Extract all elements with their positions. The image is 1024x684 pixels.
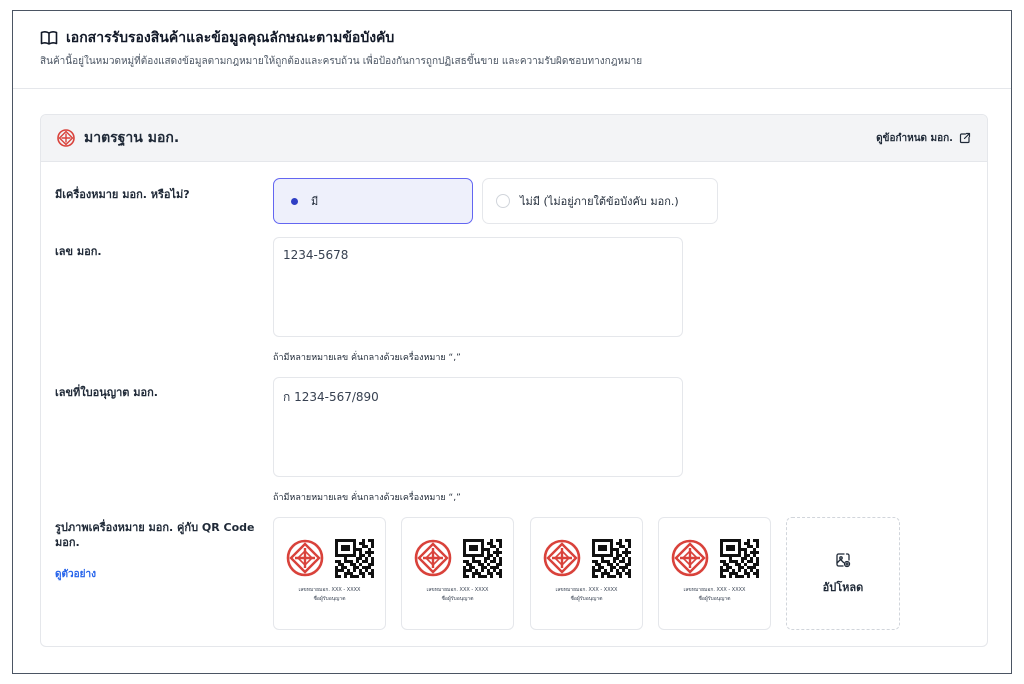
qr-code-icon xyxy=(335,539,374,582)
license-number-hint: ถ้ามีหลายหมายเลข คั่นกลางด้วยเครื่องหมาย “,” xyxy=(273,493,461,503)
page-title: เอกสารรับรองสินค้าและข้อมูลคุณลักษณะตามข้อบังคับ xyxy=(66,30,395,46)
tisi-mark-icon xyxy=(414,539,452,581)
card-header xyxy=(41,115,987,162)
tile-caption xyxy=(531,586,642,604)
tile-visual xyxy=(543,541,631,579)
radio-has-mark-no[interactable] xyxy=(482,178,718,224)
license-number-label: เลขที่ใบอนุญาต มอก. xyxy=(55,386,158,399)
tile-caption-line2: ชื่อผู้รับอนุญาต xyxy=(570,596,603,602)
tisi-image-tile[interactable] xyxy=(530,517,643,630)
tisi-number-input[interactable] xyxy=(273,237,683,337)
view-tisi-requirements-label: ดูข้อกำหนด มอก. xyxy=(876,132,953,144)
qr-code-icon xyxy=(463,539,502,582)
tisi-mark-icon xyxy=(543,539,581,581)
tile-caption-line2: ชื่อผู้รับอนุญาต xyxy=(698,596,731,602)
tile-caption xyxy=(659,586,770,604)
tisi-image-label: รูปภาพเครื่องหมาย มอก. คู่กับ QR Code มอก. xyxy=(55,521,255,549)
tile-caption-line2: ชื่อผู้รับอนุญาต xyxy=(313,596,346,602)
tile-caption-line1: เลขหมายมอก. XXX - XXXX xyxy=(555,587,618,593)
book-icon xyxy=(40,30,58,46)
tile-caption xyxy=(274,586,385,604)
tile-visual xyxy=(414,541,502,579)
tile-caption-line1: เลขหมายมอก. XXX - XXXX xyxy=(683,587,746,593)
tile-caption-line1: เลขหมายมอก. XXX - XXXX xyxy=(298,587,361,593)
radio-yes-label: มี xyxy=(311,195,319,208)
tile-caption xyxy=(402,586,513,604)
upload-label: อัปโหลด xyxy=(822,580,864,594)
qr-code-icon xyxy=(592,539,631,582)
tisi-image-tile[interactable] xyxy=(658,517,771,630)
tisi-image-tile[interactable] xyxy=(273,517,386,630)
card-title-wrap xyxy=(57,127,179,149)
tile-caption-line2: ชื่อผู้รับอนุญาต xyxy=(441,596,474,602)
tile-caption-line1: เลขหมายมอก. XXX - XXXX xyxy=(426,587,489,593)
tile-visual xyxy=(671,541,759,579)
qr-code-icon xyxy=(720,539,759,582)
radio-selected-indicator xyxy=(287,194,301,208)
tisi-mark-icon xyxy=(671,539,709,581)
page-subtitle: สินค้านี้อยู่ในหมวดหมู่ที่ต้องแสดงข้อมูลตามกฎหมายให้ถูกต้องและครบถ้วน เพื่อป้องกันการถูกปฏิเสธขึ้นขาย และความรับผิดชอบทางกฎหมาย xyxy=(40,56,643,67)
tisi-number-label: เลข มอก. xyxy=(55,245,102,258)
tisi-logo-icon xyxy=(57,129,75,147)
tisi-number-hint: ถ้ามีหลายหมายเลข คั่นกลางด้วยเครื่องหมาย “,” xyxy=(273,353,461,363)
upload-image-button[interactable] xyxy=(786,517,900,630)
certificate-panel xyxy=(12,10,1012,674)
tile-visual xyxy=(286,541,374,579)
tisi-image-tile[interactable] xyxy=(401,517,514,630)
section-header xyxy=(13,11,1011,89)
radio-no-label: ไม่มี (ไม่อยู่ภายใต้ข้อบังคับ มอก.) xyxy=(520,195,679,208)
view-example-link[interactable]: ดูตัวอย่าง xyxy=(55,569,96,580)
external-link-icon xyxy=(959,132,971,144)
tisi-mark-icon xyxy=(286,539,324,581)
license-number-input[interactable] xyxy=(273,377,683,477)
card-title: มาตรฐาน มอก. xyxy=(84,130,180,146)
radio-has-mark-yes[interactable] xyxy=(273,178,473,224)
view-tisi-requirements-link[interactable] xyxy=(876,131,971,146)
radio-unselected-indicator xyxy=(496,194,510,208)
title-row xyxy=(40,27,1011,49)
upload-image-icon xyxy=(835,552,851,572)
has-tisi-mark-label: มีเครื่องหมาย มอก. หรือไม่? xyxy=(55,188,190,201)
